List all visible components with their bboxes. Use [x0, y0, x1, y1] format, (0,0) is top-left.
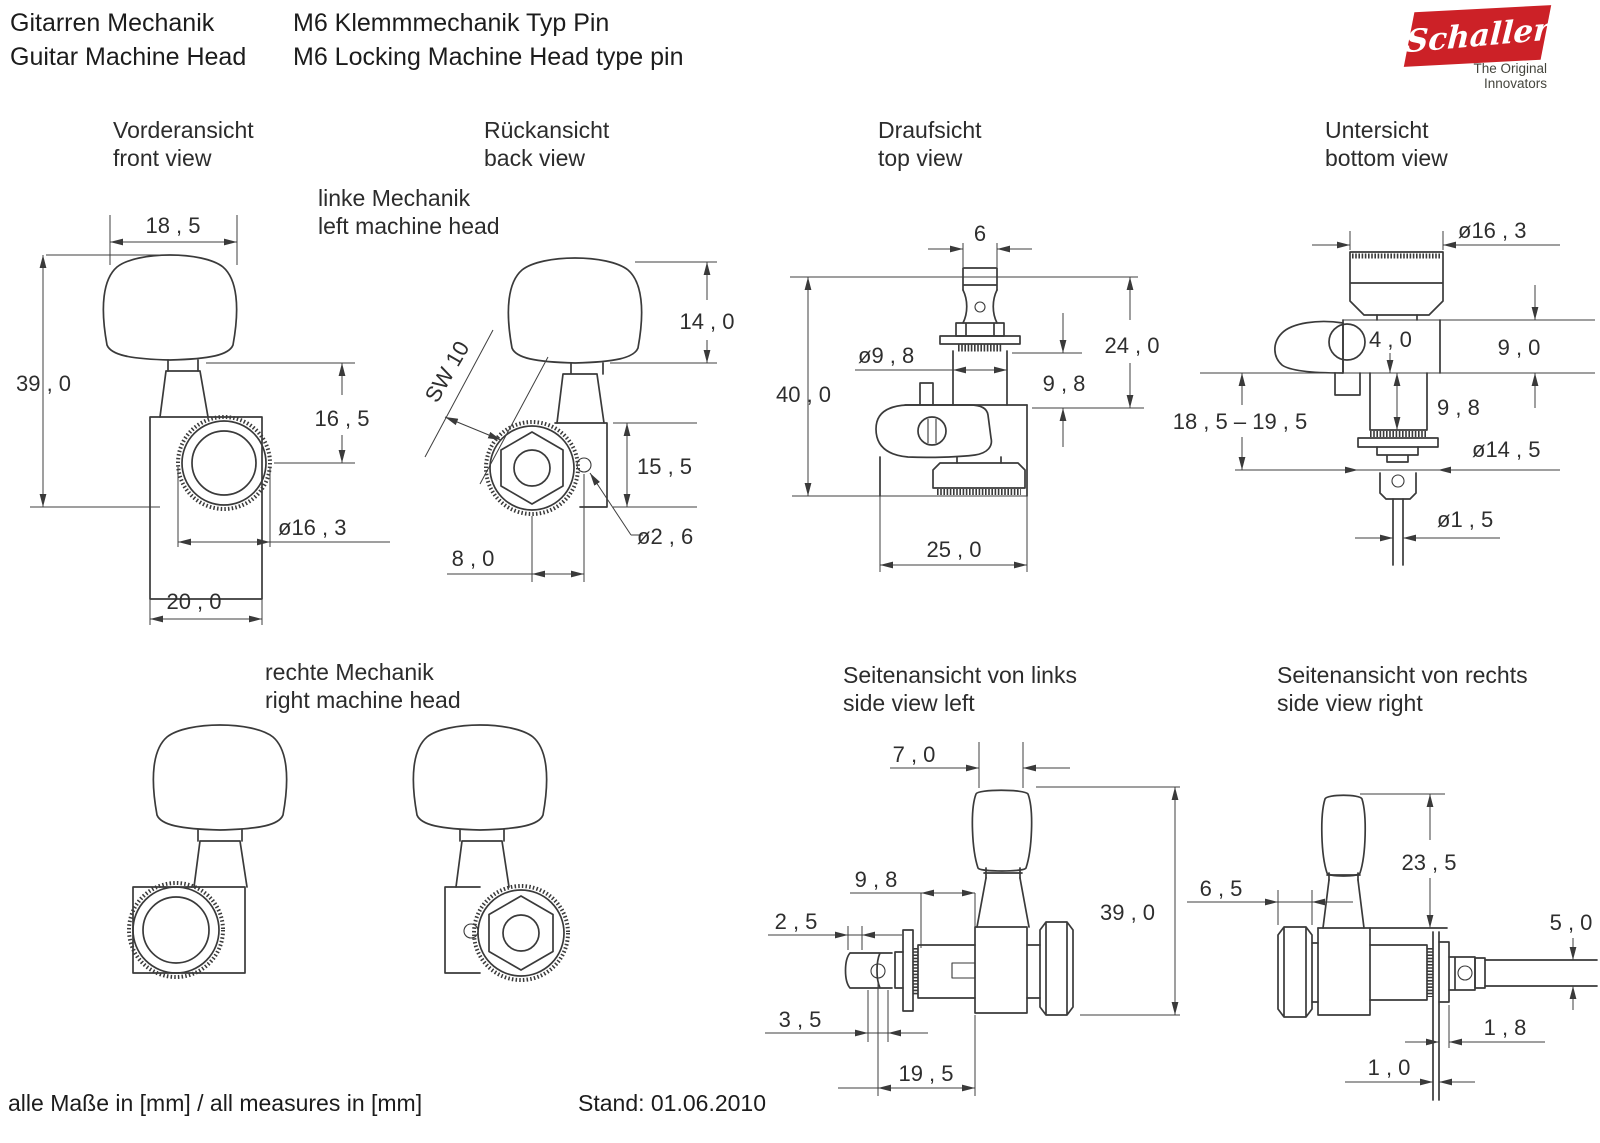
dim-sl-tip: 2 , 5 [774, 909, 818, 934]
product-title-de: M6 Klemmmechanik Typ Pin [293, 9, 610, 37]
left-head-note-de: linke Mechanik [318, 185, 471, 211]
bottom-step [1335, 373, 1360, 395]
bottom-pin [1393, 499, 1403, 565]
back-knob-outline [508, 258, 641, 363]
dim-front-top-width: 18 , 5 [145, 213, 201, 238]
back-hex-nut [501, 432, 563, 504]
sl-housing [975, 927, 1027, 1013]
right-front-thumbwheel [133, 887, 219, 973]
right-head-front-drawing [110, 720, 400, 990]
dim-back-wrench-size: SW 10 [419, 336, 475, 407]
right-head-title-de: rechte Mechanik [265, 659, 434, 685]
side-right-title-en: side view right [1277, 690, 1423, 716]
bottom-view-title-en: bottom view [1325, 145, 1448, 171]
side-left-drawing [740, 730, 1185, 1110]
right-back-housing [445, 887, 480, 973]
dim-back-body-height: 15 , 5 [637, 454, 693, 479]
sl-thumbwheel [1040, 922, 1073, 1015]
dim-top-post-dia: ø9 , 8 [858, 343, 915, 368]
bottom-pin-hole [1392, 475, 1404, 487]
front-view-title-de: Vorderansicht [113, 117, 254, 143]
right-head-title-en: right machine head [265, 687, 461, 713]
sr-pin-collar [1449, 957, 1475, 990]
front-view-title-en: front view [113, 145, 212, 171]
top-pin-cap [963, 268, 997, 290]
product-title [293, 6, 684, 74]
right-front-knob [153, 725, 286, 830]
sr-post [1370, 945, 1427, 1000]
dim-front-knob-to-center: 16 , 5 [314, 406, 370, 431]
sl-wheel-link [1027, 945, 1040, 998]
dim-top-upper-height: 24 , 0 [1104, 333, 1160, 358]
sr-pin-step [1475, 958, 1485, 988]
dim-front-wheel-dia: ø16 , 3 [278, 515, 347, 540]
bottom-view-drawing [1140, 205, 1600, 625]
bottom-wing-lever [1275, 321, 1343, 373]
dim-sl-height: 39 , 0 [1100, 900, 1156, 925]
sl-stem [977, 878, 1029, 927]
footer-units: alle Maße in [mm] / all measures in [mm] [8, 1090, 423, 1116]
bottom-pin-collar [1380, 473, 1416, 499]
sr-stem [1323, 880, 1364, 928]
dim-sr-collar: 1 , 8 [1483, 1015, 1527, 1040]
sl-neck [984, 868, 1022, 878]
top-view-drawing [770, 205, 1200, 625]
bottom-view-title [1325, 116, 1448, 172]
front-view-drawing [10, 195, 400, 640]
right-back-stem [456, 830, 509, 887]
right-head-title [265, 658, 461, 714]
back-thumbwheel [490, 426, 574, 510]
right-back-locking-pin [464, 924, 478, 938]
bottom-bushing [1370, 373, 1427, 430]
dim-top-body-width: 25 , 0 [926, 537, 982, 562]
dim-back-pin-offset: 8 , 0 [451, 546, 495, 571]
back-stem [557, 363, 604, 423]
bottom-flange-washer [1358, 438, 1438, 447]
front-housing [150, 417, 262, 599]
dim-bottom-upper: 9 , 0 [1497, 335, 1541, 360]
sheet-title-en: Guitar Machine Head [10, 43, 247, 71]
sr-housing [1318, 928, 1370, 1015]
top-screw-head [918, 417, 946, 445]
top-pin-waist [963, 290, 997, 323]
right-back-knob [413, 725, 546, 830]
right-front-thumbwheel-hub [143, 897, 209, 963]
sr-mount-plate [1433, 932, 1439, 1100]
sl-string-slot [952, 963, 975, 978]
top-thumbwheel-profile [933, 463, 1025, 488]
top-body-edge [905, 383, 1027, 405]
dim-bottom-flange-dia: ø14 , 5 [1472, 437, 1541, 462]
schaller-logo [1404, 5, 1551, 67]
right-back-hex-nut [489, 896, 553, 970]
back-thumbwheel-knurl [486, 422, 578, 514]
top-wing-lever [876, 405, 991, 457]
right-back-thumbwheel [478, 890, 564, 976]
sr-thumbwheel [1278, 927, 1312, 1017]
dim-bottom-knob-dia: ø16 , 3 [1458, 218, 1527, 243]
front-view-title [113, 116, 254, 172]
dim-top-pin-width: 6 [973, 221, 987, 246]
back-view-drawing [385, 252, 745, 612]
sl-collar [895, 952, 903, 988]
sr-knob [1322, 795, 1365, 876]
dim-sl-length: 19 , 5 [898, 1061, 954, 1086]
bottom-screw-head [1329, 324, 1365, 360]
top-view-title-en: top view [878, 145, 963, 171]
left-head-note-en: left machine head [318, 213, 500, 239]
sr-washer [1439, 942, 1449, 1002]
dim-sl-hole: 3 , 5 [778, 1007, 822, 1032]
footer-date: Stand: 01.06.2010 [578, 1090, 766, 1116]
dim-front-body-width: 20 , 0 [166, 589, 222, 614]
dim-sr-pin-dia: 5 , 0 [1549, 910, 1593, 935]
dim-sr-knob-len: 23 , 5 [1401, 850, 1457, 875]
side-right-title-de: Seitenansicht von rechts [1277, 662, 1528, 688]
sheet-title [10, 6, 246, 74]
right-front-stem [194, 830, 247, 887]
right-back-thumbwheel-knurl [474, 886, 568, 980]
side-left-title [843, 661, 1077, 717]
top-body-sides [880, 405, 1027, 496]
bottom-view-title-de: Untersicht [1325, 117, 1429, 143]
right-back-post-hole [503, 915, 539, 951]
sr-pin-rod [1485, 960, 1597, 986]
sr-pin-hole [1458, 966, 1472, 980]
dim-bottom-bushing: 9 , 8 [1437, 395, 1480, 420]
side-left-title-en: side view left [843, 690, 975, 716]
dim-sr-plate: 1 , 0 [1367, 1055, 1411, 1080]
back-view-title-de: Rückansicht [484, 117, 610, 143]
dim-sl-post: 9 , 8 [854, 867, 898, 892]
front-neck [168, 360, 198, 371]
dim-bottom-range: 18 , 5 – 19 , 5 [1172, 409, 1308, 434]
side-right-drawing [1175, 730, 1600, 1120]
product-title-en: M6 Locking Machine Head type pin [293, 43, 684, 71]
top-screw-slot [928, 419, 936, 443]
front-stem [160, 371, 208, 417]
top-flange [940, 336, 1020, 344]
front-thumbwheel [182, 421, 266, 505]
dim-bottom-pin-dia: ø1 , 5 [1437, 507, 1494, 532]
top-view-title-de: Draufsicht [878, 117, 982, 143]
sheet-title-de: Gitarren Mechanik [10, 9, 215, 37]
bottom-flange-steps [1377, 447, 1418, 462]
dim-sr-wheel-thk: 6 , 5 [1199, 876, 1243, 901]
right-head-back-drawing [400, 720, 670, 990]
side-left-title-de: Seitenansicht von links [843, 662, 1077, 688]
schaller-logo-tagline: The Original Innovators [1473, 61, 1547, 91]
dim-back-knob-height: 14 , 0 [679, 309, 735, 334]
sl-knob [972, 790, 1031, 871]
top-hex-collar [956, 323, 1004, 336]
dim-top-total-height: 40 , 0 [776, 382, 832, 407]
sr-wheel-link [1312, 943, 1318, 1002]
dim-sl-knob-thk: 7 , 0 [892, 742, 936, 767]
back-post-hole [514, 450, 550, 486]
front-thumbwheel-hub [192, 431, 256, 495]
sl-post [918, 945, 975, 998]
sl-flange-washer [903, 930, 913, 1011]
dim-front-height: 39 , 0 [16, 371, 72, 396]
back-view-title [484, 116, 609, 172]
dim-back-pin-dia: ø2 , 6 [637, 524, 694, 549]
dim-bottom-plate: 4 , 0 [1369, 327, 1412, 352]
bottom-knob [1350, 252, 1443, 315]
top-view-title [878, 116, 982, 172]
back-view-title-en: back view [484, 145, 585, 171]
schaller-logo-wordmark: Schaller [1404, 11, 1551, 61]
side-right-title [1277, 661, 1528, 717]
top-pin-hole [975, 302, 985, 312]
dim-top-post-height: 9 , 8 [1042, 371, 1086, 396]
front-knob-outline [103, 255, 236, 360]
top-post-cylinder [953, 351, 1007, 405]
